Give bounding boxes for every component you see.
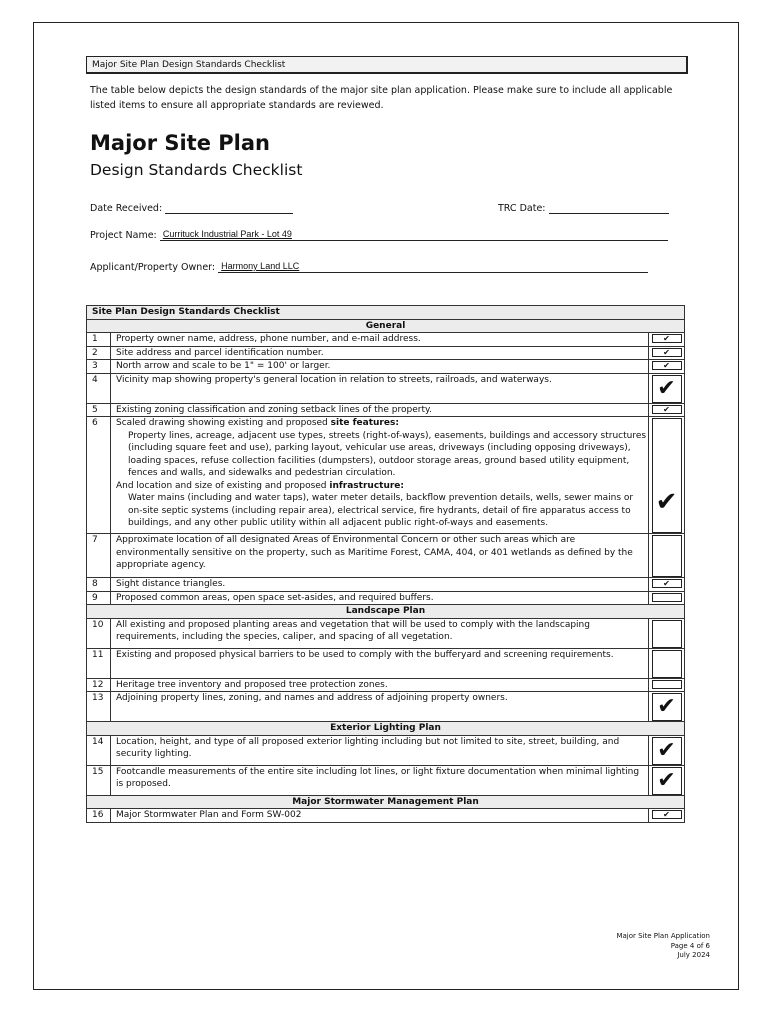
- footer-date: July 2024: [677, 951, 710, 959]
- item-text-c-bold: infrastructure: [329, 480, 401, 491]
- trc-date-label: TRC Date:: [498, 203, 546, 214]
- item-text: Site address and parcel identification number.: [111, 346, 649, 360]
- check-mark-icon: ✔: [657, 694, 676, 719]
- checkbox[interactable]: [652, 418, 682, 533]
- checkbox[interactable]: [652, 767, 682, 795]
- item-text: [111, 417, 649, 534]
- item-number: 5: [87, 403, 111, 417]
- date-received-label: Date Received:: [90, 203, 163, 214]
- check-mark-icon: ✔: [663, 404, 670, 414]
- page-subtitle: Design Standards Checklist: [90, 161, 303, 179]
- check-mark-icon: ✔: [657, 375, 676, 401]
- check-mark-icon: ✔: [663, 334, 670, 343]
- check-mark-icon: ✔: [657, 737, 676, 763]
- item-text-b: Property lines, acreage, adjacent use types, streets (right-of-ways), easements, buildings and accessory structures (including square feet and use), parking layout, vehicular use areas, driveways (including opposing driveways), loading spaces, refuse collection facilities (dumpsters), outdoor storage areas, ground based utility equipment, fences and walls, and sidewalks and pedestrian circulation.: [128, 430, 647, 478]
- item-text: All existing and proposed planting areas and vegetation that will be used to comply with the landscaping requirements, including the species, caliper, and spacing of all vegetation.: [111, 618, 649, 648]
- intro-text: The table below depicts the design standards of the major site plan application. Please make sure to include all applicable listed items to ensure all appropriate standards are reviewed.: [90, 85, 673, 111]
- checkbox[interactable]: [652, 620, 682, 648]
- table-row: [87, 333, 685, 347]
- check-mark-icon: ✔: [663, 347, 670, 357]
- check-mark-icon: ✔: [663, 579, 670, 588]
- checkbox[interactable]: [652, 810, 682, 819]
- checklist-table: [86, 305, 685, 823]
- item-text-a-bold: site features: [330, 418, 396, 428]
- applicant-label: Applicant/Property Owner:: [90, 262, 216, 273]
- table-row: [87, 692, 685, 722]
- item-text: Existing zoning classification and zoning setback lines of the property.: [111, 403, 649, 417]
- table-row: [87, 417, 685, 534]
- item-text-a: Scaled drawing showing existing and proposed: [116, 418, 331, 428]
- date-received-field[interactable]: [165, 203, 293, 214]
- item-number: 12: [87, 678, 111, 692]
- item-text: Sight distance triangles.: [111, 578, 649, 592]
- applicant-field[interactable]: [218, 261, 648, 273]
- applicant-value: Harmony Land LLC: [221, 261, 300, 271]
- item-number: 16: [87, 809, 111, 823]
- check-mark-icon: ✔: [657, 767, 676, 793]
- check-mark-icon: ✔: [663, 810, 670, 819]
- check-mark-icon: ✔: [663, 361, 670, 370]
- item-text: Property owner name, address, phone number, and e-mail address.: [111, 333, 649, 347]
- table-row: [87, 591, 685, 605]
- item-text: Adjoining property lines, zoning, and names and address of adjoining property owners.: [111, 692, 649, 722]
- item-number: 15: [87, 765, 111, 795]
- table-row: [87, 373, 685, 403]
- table-row: [87, 735, 685, 765]
- checkbox[interactable]: [652, 361, 682, 370]
- item-number: 7: [87, 534, 111, 578]
- item-number: 2: [87, 346, 111, 360]
- item-text: Vicinity map showing property's general location in relation to streets, railroads, and waterways.: [111, 373, 649, 403]
- item-number: 8: [87, 578, 111, 592]
- section-stormwater: Major Stormwater Management Plan: [87, 795, 685, 809]
- table-row: [87, 346, 685, 360]
- item-text-c: And location and size of existing and proposed: [116, 480, 330, 491]
- table-row: [87, 678, 685, 692]
- checkbox[interactable]: [652, 650, 682, 678]
- checkbox[interactable]: [652, 535, 682, 577]
- item-text: Proposed common areas, open space set-asides, and required buffers.: [111, 591, 649, 605]
- item-text: Location, height, and type of all proposed exterior lighting including but not limited to site, street, building, and security lighting.: [111, 735, 649, 765]
- item-text: North arrow and scale to be 1" = 100' or larger.: [111, 360, 649, 374]
- page-footer: [616, 932, 710, 961]
- item-number: 14: [87, 735, 111, 765]
- checkbox[interactable]: [652, 375, 682, 403]
- item-text: Major Stormwater Plan and Form SW-002: [111, 809, 649, 823]
- table-title: Site Plan Design Standards Checklist: [87, 306, 685, 320]
- project-name-row: [90, 229, 668, 241]
- item-number: 1: [87, 333, 111, 347]
- table-row: [87, 618, 685, 648]
- project-name-value: Currituck Industrial Park - Lot 49: [162, 229, 292, 239]
- checkbox[interactable]: [652, 693, 682, 721]
- section-landscape: Landscape Plan: [87, 605, 685, 619]
- item-number: 4: [87, 373, 111, 403]
- section-general: General: [87, 319, 685, 333]
- trc-date-row: [498, 203, 669, 214]
- item-text: Footcandle measurements of the entire site including lot lines, or light fixture documentation when minimal lighting is proposed.: [111, 765, 649, 795]
- item-text: Heritage tree inventory and proposed tree protection zones.: [111, 678, 649, 692]
- project-name-field[interactable]: [160, 229, 668, 241]
- item-number: 6: [87, 417, 111, 534]
- checkbox[interactable]: [652, 334, 682, 343]
- item-number: 10: [87, 618, 111, 648]
- date-received-row: [90, 203, 293, 214]
- table-row: [87, 360, 685, 374]
- item-text-a-end: :: [395, 418, 399, 428]
- checkbox[interactable]: [652, 579, 682, 588]
- checkbox[interactable]: [652, 593, 682, 602]
- table-row: [87, 578, 685, 592]
- table-row: [87, 765, 685, 795]
- project-name-label: Project Name:: [90, 230, 157, 241]
- item-number: 3: [87, 360, 111, 374]
- check-mark-icon: ✔: [655, 487, 678, 517]
- item-text-d: Water mains (including and water taps), water meter details, backflow prevention details, wells, sewer mains or on-site septic systems (including repair area), electrical service, fire hydrants, detail of fire apparatus access to buildings, and any other public utility within all adjacent public right-of-ways and easements.: [128, 493, 634, 528]
- item-number: 11: [87, 648, 111, 678]
- checkbox[interactable]: [652, 405, 682, 414]
- item-text: Existing and proposed physical barriers to be used to comply with the bufferyard and screening requirements.: [111, 648, 649, 678]
- table-row: [87, 403, 685, 417]
- item-number: 13: [87, 692, 111, 722]
- table-row: [87, 809, 685, 823]
- checkbox[interactable]: [652, 348, 682, 357]
- checkbox[interactable]: [652, 737, 682, 765]
- checkbox[interactable]: [652, 680, 682, 689]
- item-text: Approximate location of all designated Areas of Environmental Concern or other such areas which are environmentally sensitive on the property, such as Maritime Forest, CAMA, 404, or 401 wetlands as defined by the appropriate agency.: [111, 534, 649, 578]
- item-text-c-end: :: [400, 480, 405, 491]
- footer-page: Page 4 of 6: [670, 941, 710, 950]
- table-row: [87, 534, 685, 578]
- footer-title: Major Site Plan Application: [616, 932, 710, 940]
- section-lighting: Exterior Lighting Plan: [87, 722, 685, 736]
- applicant-row: [90, 261, 648, 273]
- header-label: Major Site Plan Design Standards Checklist: [86, 56, 688, 74]
- page-title: Major Site Plan: [90, 131, 270, 155]
- trc-date-field[interactable]: [549, 203, 669, 214]
- table-row: [87, 648, 685, 678]
- item-number: 9: [87, 591, 111, 605]
